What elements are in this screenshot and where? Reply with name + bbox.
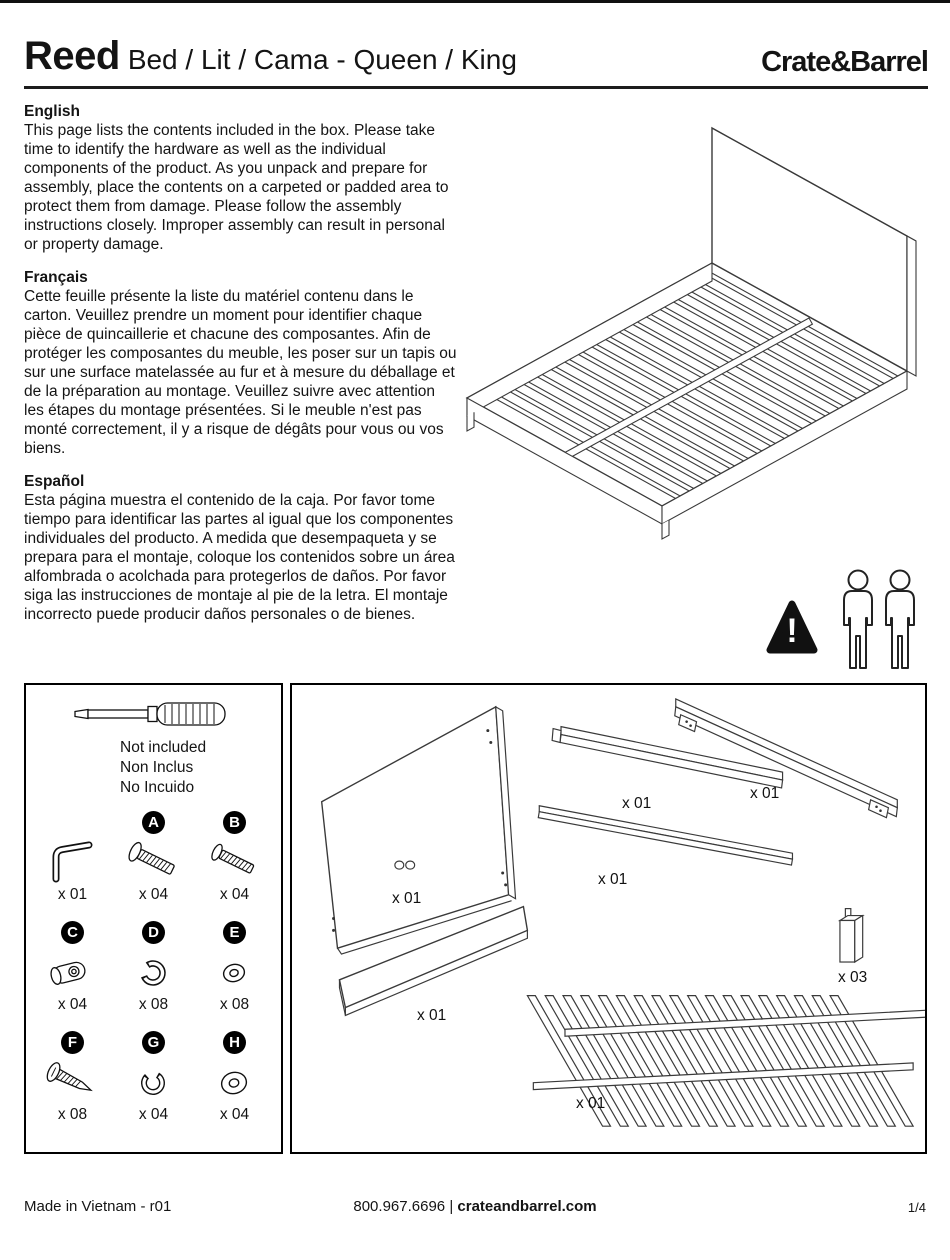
- hardware-item-e: [194, 921, 275, 1014]
- separator: |: [449, 1198, 454, 1215]
- side-rail-qty: x 01: [622, 795, 652, 812]
- hardware-qty-g: x 04: [138, 1106, 169, 1123]
- hardware-badge-d: D: [142, 921, 165, 944]
- section-body-french: Cette feuille présente la liste du matériel contenu dans le carton. Veuillez prendre un moment pour identifier chaque pièce de quincaillerie et chacune des composantes. Afin de protéger les composantes du meuble, les poser sur un tapis ou sur une surface matelassée au fur et à mesure du déballage et de la préparation au montage. Veuillez suivre avec attention les étapes du montage présentées. Si le meuble n'est pas monté correctement, il y a risque de dégâts pour vous ou vos biens.: [24, 288, 457, 457]
- washer-icon: [204, 1058, 266, 1104]
- not-included-fr: Non Inclus: [120, 759, 194, 776]
- hardware-badge-a: A: [142, 811, 165, 834]
- hardware-item-f: [32, 1031, 113, 1124]
- headboard-qty: x 01: [392, 890, 422, 907]
- page-edge-rule: [0, 0, 950, 3]
- hardware-badge-g: G: [142, 1031, 165, 1054]
- screwdriver-illustration: [72, 694, 281, 734]
- bed-assembly-illustration: [452, 98, 947, 573]
- section-body-english: This page lists the contents included in the box. Please take time to identify the hardware as well as the individual components of the product. As you unpack and prepare for assembly, place the contents on a carpeted or padded area to protect them from damage. Please follow the assembly instructions closely. Improper assembly can result in personal or property damage.: [24, 122, 449, 253]
- parts-box: [290, 683, 927, 1154]
- parts-illustration: [292, 685, 925, 1152]
- not-included-en: Not included: [120, 739, 207, 756]
- not-included-note: [120, 738, 281, 798]
- page-title: [24, 34, 517, 79]
- hardware-qty: x 01: [57, 886, 88, 903]
- hardware-item-h: [194, 1031, 275, 1124]
- hardware-qty-b: x 04: [219, 886, 250, 903]
- person-outline-icon: [844, 571, 872, 669]
- headboard-part: [322, 707, 516, 954]
- washer-icon: [204, 948, 266, 994]
- leg-part: [840, 909, 863, 962]
- phone-number: 800.967.6696: [353, 1198, 446, 1215]
- c-clip-icon: [123, 1058, 185, 1104]
- product-name: Reed: [24, 34, 120, 78]
- hardware-item-b: [194, 811, 275, 904]
- warning-and-people-illustration: [764, 564, 930, 674]
- hardware-badge-c: C: [61, 921, 84, 944]
- website: crateandbarrel.com: [457, 1198, 597, 1215]
- screwdriver-icon: [72, 694, 240, 734]
- hardware-item-a: [113, 811, 194, 904]
- hardware-qty-h: x 04: [219, 1106, 250, 1123]
- contact-info: [353, 1198, 596, 1215]
- not-included-es: No Incuido: [120, 779, 195, 796]
- warning-exclamation: !: [786, 612, 798, 650]
- hardware-badge-f: F: [61, 1031, 84, 1054]
- hardware-qty-f: x 08: [57, 1106, 88, 1123]
- section-heading-spanish: Español: [24, 473, 85, 490]
- made-in-text: Made in Vietnam - r01: [24, 1198, 172, 1215]
- header: [24, 34, 928, 89]
- hardware-badge-e: E: [223, 921, 246, 944]
- section-english: [24, 103, 458, 254]
- page-number: 1/4: [907, 1200, 926, 1215]
- section-body-spanish: Esta página muestra el contenido de la caja. Por favor tome tiempo para identificar las partes al igual que los componentes individuales del producto. A medida que desempaqueta y se prepara para el montaje, coloque los contenidos sobre un área alfombrada o acolchada para protegerlos de daños. Por favor siga las instrucciones de montaje al pie de la letra. El montaje incorrecto puede producir daños personales o de bienes.: [24, 492, 455, 623]
- section-french: [24, 269, 458, 458]
- c-clip-icon: [123, 948, 185, 994]
- barrel-nut-icon: [42, 948, 104, 994]
- hardware-grid: [26, 811, 281, 1124]
- wood-screw-icon: [42, 1058, 104, 1104]
- hardware-qty-a: x 04: [138, 886, 169, 903]
- hardware-item-allen-key: [32, 811, 113, 904]
- leg-qty: x 03: [838, 969, 868, 986]
- bolt-icon: [123, 838, 185, 884]
- slat-pack-qty: x 01: [576, 1095, 606, 1112]
- bracket-rail-qty: x 01: [750, 785, 780, 802]
- hardware-item-c: [32, 921, 113, 1014]
- hardware-qty-e: x 08: [219, 996, 250, 1013]
- hardware-badge-h: H: [223, 1031, 246, 1054]
- hardware-badge-b: B: [223, 811, 246, 834]
- hardware-qty-d: x 08: [138, 996, 169, 1013]
- section-heading-english: English: [24, 103, 80, 120]
- center-rail-part: [538, 806, 792, 865]
- hardware-item-g: [113, 1031, 194, 1124]
- allen-key-icon: [42, 838, 104, 884]
- section-spanish: [24, 473, 458, 624]
- hardware-qty-c: x 04: [57, 996, 88, 1013]
- product-subtitle: Bed / Lit / Cama - Queen / King: [127, 44, 517, 75]
- hardware-box: [24, 683, 283, 1154]
- hardware-item-d: [113, 921, 194, 1014]
- footboard-qty: x 01: [417, 1007, 447, 1024]
- center-rail-qty: x 01: [598, 871, 628, 888]
- bolt-icon: [204, 838, 266, 884]
- person-outline-icon: [886, 571, 914, 669]
- section-heading-french: Français: [24, 269, 88, 286]
- intro-text-column: [24, 103, 458, 639]
- brand-logo: Crate&Barrel: [761, 46, 928, 78]
